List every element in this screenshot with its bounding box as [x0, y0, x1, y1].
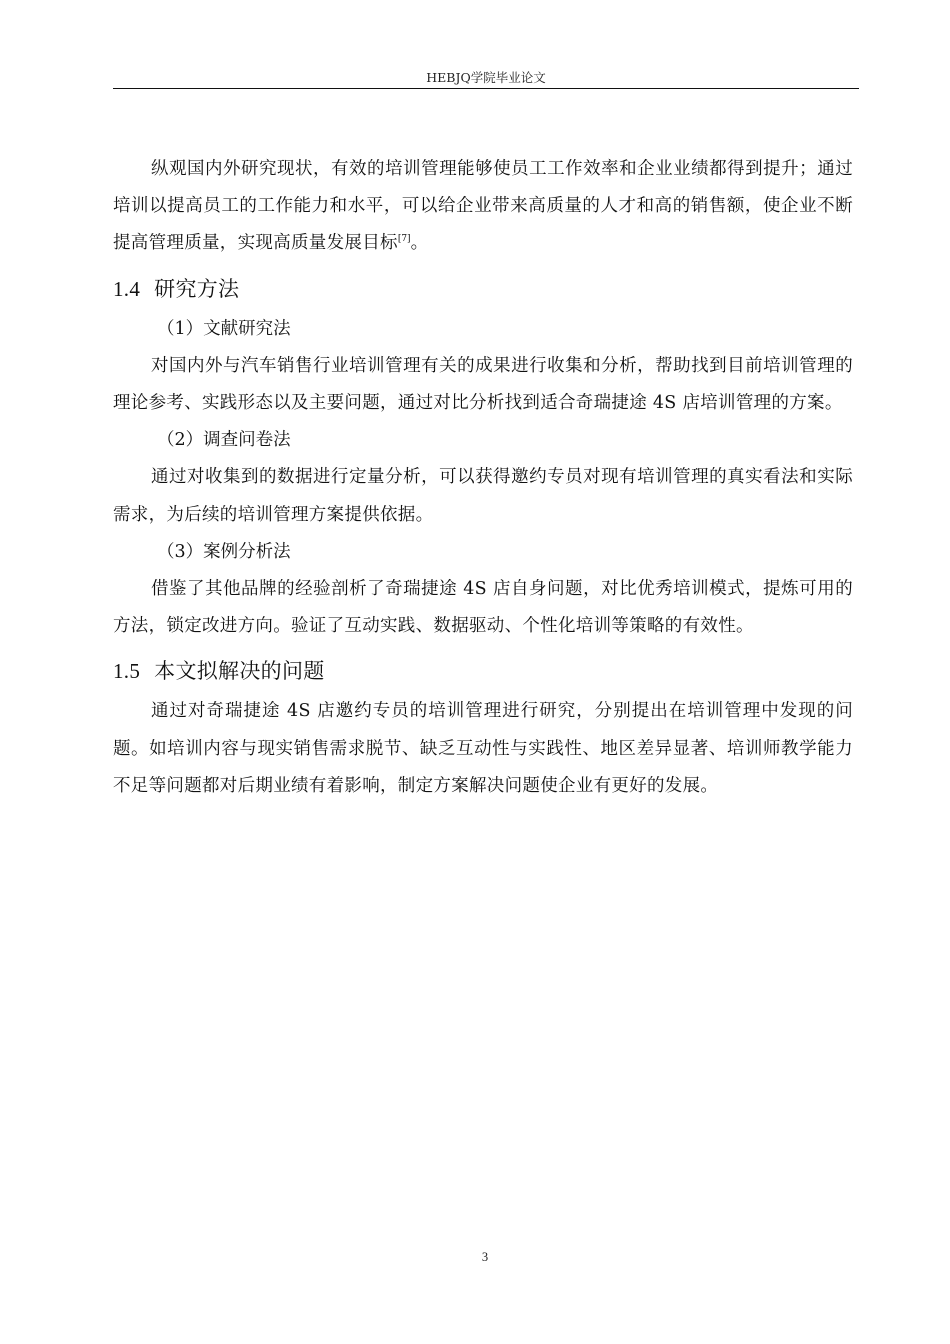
header-divider	[113, 88, 859, 89]
section-title: 研究方法	[154, 276, 240, 301]
section-title: 本文拟解决的问题	[154, 659, 325, 684]
intro-paragraph-text: 纵观国内外研究现状，有效的培训管理能够使员工工作效率和企业业绩都得到提升；通过培训以提高员工的工作能力和水平，可以给企业带来高质量的人才和高的销售额，使企业不断提高管理质量，实现高质量发展目标	[113, 159, 853, 254]
page-number: 3	[481, 1250, 489, 1264]
running-header: HEBJQ学院毕业论文	[426, 70, 546, 85]
method-1-paragraph: 对国内外与汽车销售行业培训管理有关的成果进行收集和分析，帮助找到目前培训管理的理论参考、实践形态以及主要问题，通过对比分析找到适合奇瑞捷途 4S 店培训管理的方案。	[113, 355, 853, 414]
section-heading-1-4	[113, 271, 853, 308]
intro-paragraph	[113, 151, 853, 263]
section-number: 1.5	[113, 659, 141, 684]
section-number: 1.4	[113, 276, 141, 301]
section-heading-1-5	[113, 653, 853, 690]
document-body	[113, 151, 853, 805]
method-2-paragraph: 通过对收集到的数据进行定量分析，可以获得邀约专员对现有培训管理的真实看法和实际需求，为后续的培训管理方案提供依据。	[113, 467, 853, 525]
method-1-heading: （1）文献研究法	[157, 318, 291, 339]
problems-paragraph: 通过对奇瑞捷途 4S 店邀约专员的培训管理进行研究，分别提出在培训管理中发现的问题。如培训内容与现实销售需求脱节、缺乏互动性与实践性、地区差异显著、培训师教学能力不足等问题都对后期业绩有着影响，制定方案解决问题使企业有更好的发展。	[113, 701, 853, 796]
citation-reference[interactable]: [7]	[397, 234, 411, 245]
method-3-heading: （3）案例分析法	[157, 541, 291, 562]
intro-paragraph-end: 。	[410, 233, 429, 254]
method-3-paragraph: 借鉴了其他品牌的经验剖析了奇瑞捷途 4S 店自身问题，对比优秀培训模式，提炼可用的方法，锁定改进方向。验证了互动实践、数据驱动、个性化培训等策略的有效性。	[113, 579, 853, 637]
method-2-heading: （2）调查问卷法	[157, 430, 291, 451]
